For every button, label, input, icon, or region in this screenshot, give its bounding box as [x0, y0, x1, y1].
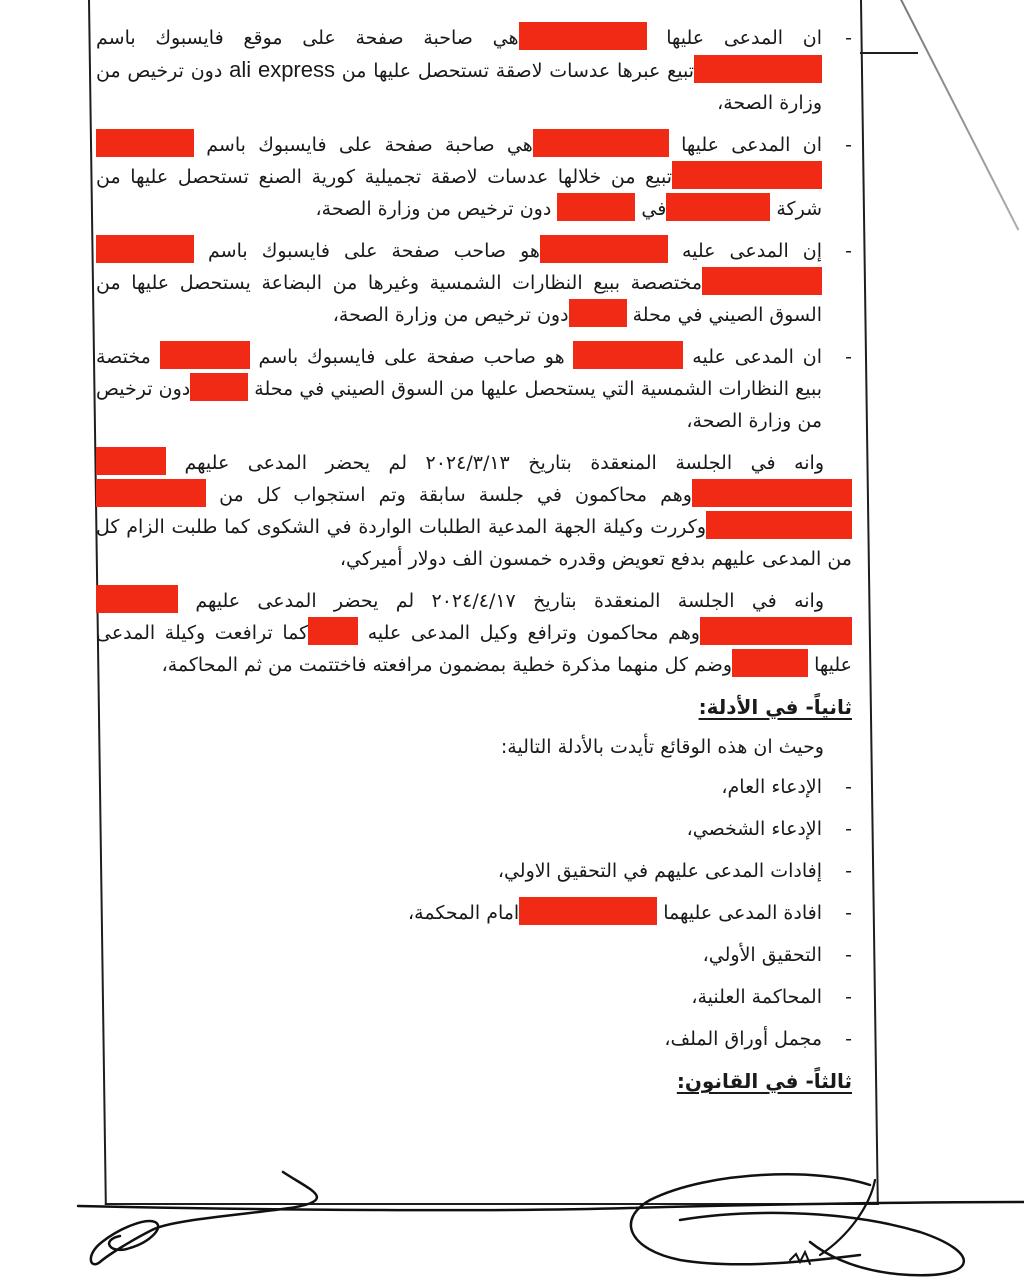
- fact-bullet-paragraph: [96, 129, 852, 225]
- redaction-block: [706, 511, 852, 539]
- text-segment: كما ترافعت وكيلة المدعى عليها: [96, 622, 852, 676]
- redaction-block: [96, 447, 166, 475]
- text-segment: هو صاحب صفحة على فايسبوك باسم: [249, 346, 574, 368]
- text-segment: مجمل أوراق الملف،: [664, 1028, 822, 1050]
- redaction-block: [672, 161, 822, 189]
- text-segment: وانه في الجلسة المنعقدة بتاريخ ٢٠٢٤/٣/١٣ لم يحضر المدعى عليهم: [166, 452, 824, 474]
- evidence-item: [96, 981, 852, 1013]
- bullet-dash: -: [845, 944, 852, 966]
- facts-section: [96, 22, 852, 681]
- evidence-item: [96, 855, 852, 887]
- redaction-block: [308, 617, 358, 645]
- bullet-dash: -: [845, 240, 852, 262]
- bullet-dash: -: [845, 860, 852, 882]
- fact-bullet-paragraph: [96, 22, 852, 119]
- text-segment: تبيع عبرها عدسات لاصقة تستحصل عليها من: [335, 60, 694, 82]
- redaction-block: [692, 479, 852, 507]
- text-segment: دون ترخيص من وزارة الصحة،: [332, 304, 569, 326]
- text-segment: المحاكمة العلنية،: [691, 986, 822, 1008]
- redaction-block: [519, 897, 657, 925]
- text-segment: ان المدعى عليها: [668, 134, 822, 156]
- evidence-item: [96, 771, 852, 803]
- bullet-dash: -: [845, 1028, 852, 1050]
- redaction-block: [190, 373, 248, 401]
- redaction-block: [519, 22, 647, 50]
- redaction-block: [573, 341, 683, 369]
- text-segment: ali express: [229, 57, 335, 82]
- redaction-block: [96, 235, 194, 263]
- text-segment: دون ترخيص من وزارة الصحة،: [96, 60, 822, 114]
- header-rule: [860, 52, 918, 54]
- text-segment: وهم محاكمون وترافع وكيل المدعى عليه: [358, 622, 700, 644]
- bullet-dash: -: [845, 134, 852, 156]
- text-segment: مختصصة ببيع النظارات الشمسية وغيرها من البضاعة يستحصل عليها من السوق الصيني في محلة: [96, 272, 822, 326]
- text-segment: الإدعاء العام،: [721, 776, 822, 798]
- text-segment: التحقيق الأولي،: [702, 944, 822, 966]
- evidence-item: [96, 897, 852, 929]
- bullet-dash: -: [845, 27, 852, 49]
- redaction-block: [666, 193, 770, 221]
- text-segment: ان المدعى عليها: [646, 27, 822, 49]
- bullet-dash: -: [845, 818, 852, 840]
- redaction-block: [160, 341, 250, 369]
- redaction-block: [540, 235, 668, 263]
- session-paragraph: [96, 447, 852, 575]
- text-segment: هي صاحبة صفحة على موقع فايسبوك باسم: [96, 27, 519, 49]
- text-segment: وهم محاكمون في جلسة سابقة وتم استجواب كل من: [206, 484, 692, 506]
- text-segment: وانه في الجلسة المنعقدة بتاريخ ٢٠٢٤/٤/١٧ لم يحضر المدعى عليهم: [178, 590, 824, 612]
- text-segment: هو صاحب صفحة على فايسبوك باسم: [194, 240, 540, 262]
- text-segment: ان المدعى عليه: [683, 346, 822, 368]
- fact-bullet-paragraph: [96, 341, 852, 437]
- text-segment: هي صاحبة صفحة على فايسبوك باسم: [194, 134, 533, 156]
- redaction-block: [694, 55, 822, 83]
- text-segment: دون ترخيص من وزارة الصحة،: [315, 198, 558, 220]
- redaction-block: [732, 649, 808, 677]
- evidence-list: [96, 771, 852, 1055]
- paper-fold-shadow: [895, 0, 1019, 231]
- redaction-block: [96, 479, 206, 507]
- evidence-intro: وحيث ان هذه الوقائع تأيدت بالأدلة التالية:: [500, 736, 824, 758]
- text-segment: الإدعاء الشخصي،: [686, 818, 822, 840]
- text-segment: إن المدعى عليه: [667, 240, 822, 262]
- redaction-block: [702, 267, 822, 295]
- redaction-block: [96, 129, 194, 157]
- text-segment: دون ترخيص من وزارة الصحة،: [96, 378, 822, 432]
- law-heading: ثالثاً- في القانون:: [676, 1069, 852, 1093]
- text-segment: مختصة ببيع النظارات الشمسية التي يستحصل عليها من السوق الصيني في محلة: [96, 346, 823, 400]
- text-segment: تبيع من خلالها عدسات لاصقة تجميلية كورية الصنع تستحصل عليها من شركة: [96, 166, 822, 220]
- bullet-dash: -: [845, 776, 852, 798]
- text-segment: في: [635, 198, 667, 220]
- document-body: [96, 22, 852, 1105]
- evidence-item: [96, 813, 852, 845]
- session-paragraph: [96, 585, 852, 681]
- evidence-item: [96, 939, 852, 971]
- redaction-block: [557, 193, 635, 221]
- text-segment: إفادات المدعى عليهم في التحقيق الاولي،: [497, 860, 822, 882]
- redaction-block: [700, 617, 852, 645]
- text-segment: وكررت وكيلة الجهة المدعية الطلبات الواردة في الشكوى كما طلبت الزام كل من المدعى عليهم بدفع تعويض وقدره خمسون الف دولار أميركي،: [96, 516, 852, 570]
- fact-bullet-paragraph: [96, 235, 852, 331]
- bullet-dash: -: [845, 986, 852, 1008]
- redaction-block: [96, 585, 178, 613]
- redaction-block: [569, 299, 627, 327]
- redaction-block: [533, 129, 669, 157]
- text-segment: امام المحكمة،: [408, 902, 520, 924]
- evidence-heading: ثانياً- في الأدلة:: [698, 695, 852, 719]
- text-segment: افادة المدعى عليهما: [657, 902, 822, 924]
- text-segment: وضم كل منهما مذكرة خطية بمضمون مرافعته فاختتمت من ثم المحاكمة،: [161, 654, 733, 676]
- evidence-item: [96, 1023, 852, 1055]
- bullet-dash: -: [845, 902, 852, 924]
- bullet-dash: -: [845, 346, 852, 368]
